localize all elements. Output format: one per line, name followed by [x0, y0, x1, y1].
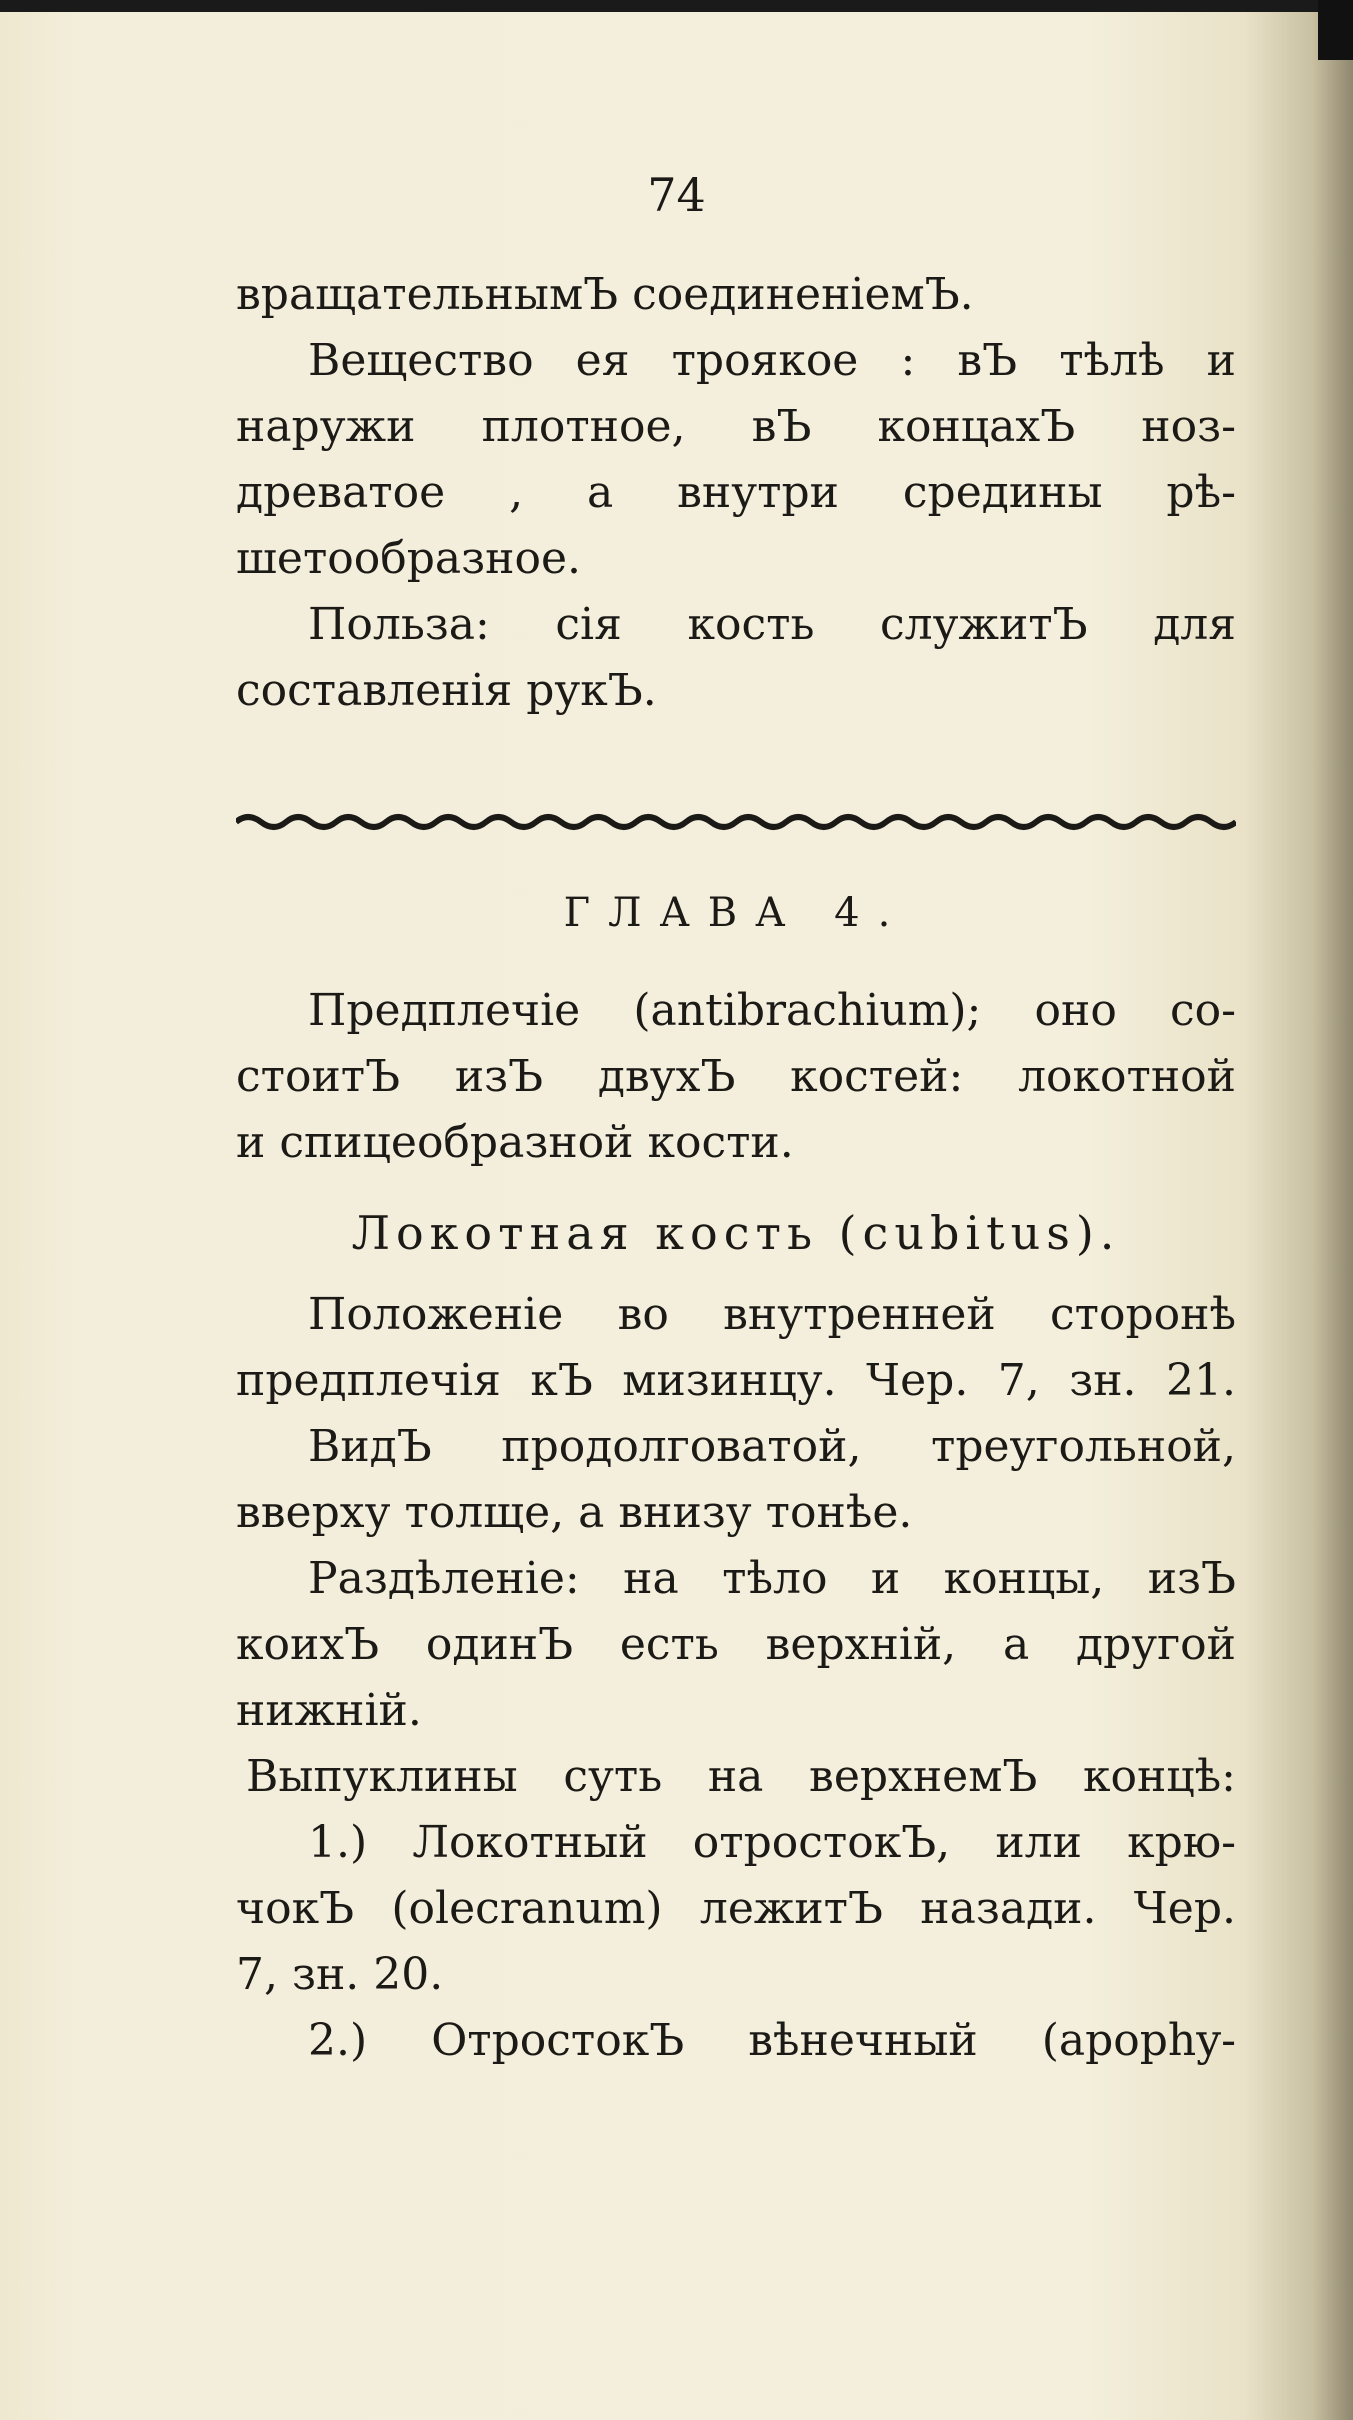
text-line: Положеніе во внутренней сторонѣ	[308, 1289, 1236, 1340]
text-line: чокЪ (olecranum) лежитЪ назади. Чер.	[236, 1883, 1236, 1934]
text-line: и спицеобразной кости.	[236, 1117, 794, 1168]
scan-border-corner	[1318, 0, 1353, 60]
section-1	[236, 262, 1236, 724]
ornament-divider	[236, 810, 1236, 834]
text-line: ВидЪ продолговатой, треугольной,	[308, 1421, 1236, 1472]
text-line: вверху толще, а внизу тонѣе.	[236, 1487, 913, 1538]
text-line: Польза: сія кость служитЪ для	[308, 599, 1236, 650]
text-line: составленія рукЪ.	[236, 665, 657, 716]
text-line: вращательнымЪ соединеніемЪ.	[236, 269, 974, 320]
scan-border-top	[0, 0, 1353, 12]
text-line: Вещество ея троякое : вЪ тѣлѣ и	[308, 335, 1236, 386]
section-2	[236, 978, 1236, 1176]
text-line: древатое , а внутри средины рѣ-	[236, 467, 1236, 518]
text-line: наружи плотное, вЪ концахЪ ноз-	[236, 401, 1236, 452]
page-number: 74	[647, 168, 706, 222]
text-line: Раздѣленіе: на тѣло и концы, изЪ	[308, 1553, 1236, 1604]
chapter-heading: ГЛАВА 4.	[563, 890, 909, 936]
text-line: Выпуклины суть на верхнемЪ концѣ:	[246, 1751, 1236, 1802]
text-line: стоитЪ изЪ двухЪ костей: локотной	[236, 1051, 1236, 1102]
text-line: Предплечіе (antibrachium); оно со-	[308, 985, 1236, 1036]
text-line: шетообразное.	[236, 533, 581, 584]
text-line: коихЪ одинЪ есть верхній, а другой	[236, 1619, 1236, 1670]
section-3	[236, 1282, 1236, 2074]
section-heading: Локотная кость (cubitus).	[351, 1206, 1121, 1260]
text-line: 2.) ОтростокЪ вѣнечный (apophy-	[308, 2015, 1236, 2066]
text-line: предплечія кЪ мизинцу. Чер. 7, зн. 21.	[236, 1355, 1236, 1406]
text-line: 1.) Локотный отростокЪ, или крю-	[308, 1817, 1236, 1868]
text-line: нижній.	[236, 1685, 422, 1736]
text-line: 7, зн. 20.	[236, 1949, 444, 2000]
